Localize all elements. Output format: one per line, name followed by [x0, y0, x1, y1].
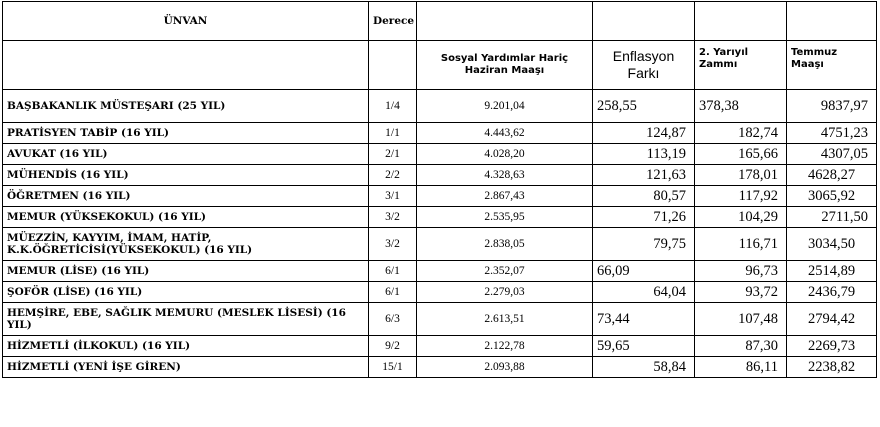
cell-derece: 2/2 [369, 165, 417, 186]
cell-haziran: 2.352,07 [417, 261, 593, 282]
cell-temmuz: 4751,23 [787, 123, 877, 144]
table-row [3, 90, 877, 123]
header-empty-2 [593, 2, 695, 41]
cell-enflasyon: 124,87 [593, 123, 695, 144]
cell-unvan: MÜHENDİS (16 YIL) [3, 165, 369, 186]
cell-zam: 117,92 [695, 186, 787, 207]
table-row [3, 282, 877, 303]
cell-unvan: HİZMETLİ (YENİ İŞE GİREN) [3, 357, 369, 378]
cell-temmuz: 3065,92 [787, 186, 877, 207]
cell-haziran: 2.279,03 [417, 282, 593, 303]
table-row [3, 186, 877, 207]
cell-unvan: AVUKAT (16 YIL) [3, 144, 369, 165]
cell-haziran: 4.028,20 [417, 144, 593, 165]
cell-enflasyon: 80,57 [593, 186, 695, 207]
cell-haziran: 4.443,62 [417, 123, 593, 144]
header-unvan: ÜNVAN [3, 2, 369, 41]
subheader-empty-1 [3, 41, 369, 90]
cell-temmuz: 3034,50 [787, 228, 877, 261]
table-row [3, 303, 877, 336]
cell-unvan: MÜEZZİN, KAYYIM, İMAM, HATİP, K.K.ÖĞRETİCİSİ(YÜKSEKOKUL) (16 YIL) [3, 228, 369, 261]
cell-derece: 3/2 [369, 207, 417, 228]
table-row [3, 357, 877, 378]
cell-haziran: 2.867,43 [417, 186, 593, 207]
cell-unvan: HEMŞİRE, EBE, SAĞLIK MEMURU (MESLEK LİSESİ) (16 YIL) [3, 303, 369, 336]
cell-unvan: PRATİSYEN TABİP (16 YIL) [3, 123, 369, 144]
cell-enflasyon: 58,84 [593, 357, 695, 378]
cell-temmuz: 4628,27 [787, 165, 877, 186]
cell-zam: 182,74 [695, 123, 787, 144]
cell-derece: 3/2 [369, 228, 417, 261]
table-row [3, 144, 877, 165]
cell-temmuz: 2794,42 [787, 303, 877, 336]
cell-zam: 116,71 [695, 228, 787, 261]
table-row [3, 336, 877, 357]
cell-haziran: 2.122,78 [417, 336, 593, 357]
cell-haziran: 2.093,88 [417, 357, 593, 378]
cell-enflasyon: 79,75 [593, 228, 695, 261]
cell-zam: 93,72 [695, 282, 787, 303]
cell-derece: 6/3 [369, 303, 417, 336]
header-zam: 2. Yarıyıl Zammı [695, 41, 787, 90]
cell-unvan: MEMUR (LİSE) (16 YIL) [3, 261, 369, 282]
cell-unvan: HİZMETLİ (İLKOKUL) (16 YIL) [3, 336, 369, 357]
cell-zam: 378,38 [695, 90, 787, 123]
cell-temmuz: 2238,82 [787, 357, 877, 378]
cell-derece: 6/1 [369, 261, 417, 282]
cell-derece: 1/4 [369, 90, 417, 123]
cell-haziran: 9.201,04 [417, 90, 593, 123]
cell-derece: 9/2 [369, 336, 417, 357]
header-haziran: Sosyal Yardımlar Hariç Haziran Maaşı [417, 41, 593, 90]
cell-unvan: ŞOFÖR (LİSE) (16 YIL) [3, 282, 369, 303]
cell-zam: 96,73 [695, 261, 787, 282]
cell-enflasyon: 59,65 [593, 336, 695, 357]
cell-enflasyon: 258,55 [593, 90, 695, 123]
salary-table [2, 1, 877, 378]
cell-temmuz: 2711,50 [787, 207, 877, 228]
cell-haziran: 2.613,51 [417, 303, 593, 336]
cell-zam: 178,01 [695, 165, 787, 186]
header-empty-1 [417, 2, 593, 41]
cell-derece: 1/1 [369, 123, 417, 144]
cell-derece: 15/1 [369, 357, 417, 378]
table-row [3, 207, 877, 228]
cell-temmuz: 2514,89 [787, 261, 877, 282]
cell-enflasyon: 71,26 [593, 207, 695, 228]
header-derece: Derece [369, 2, 417, 41]
cell-temmuz: 2269,73 [787, 336, 877, 357]
cell-haziran: 2.838,05 [417, 228, 593, 261]
cell-temmuz: 2436,79 [787, 282, 877, 303]
cell-temmuz: 9837,97 [787, 90, 877, 123]
table-row [3, 261, 877, 282]
cell-haziran: 2.535,95 [417, 207, 593, 228]
cell-temmuz: 4307,05 [787, 144, 877, 165]
cell-enflasyon: 64,04 [593, 282, 695, 303]
header-enflasyon: Enflasyon Farkı [593, 41, 695, 90]
cell-haziran: 4.328,63 [417, 165, 593, 186]
cell-unvan: ÖĞRETMEN (16 YIL) [3, 186, 369, 207]
table-row [3, 228, 877, 261]
cell-derece: 2/1 [369, 144, 417, 165]
cell-enflasyon: 113,19 [593, 144, 695, 165]
cell-enflasyon: 73,44 [593, 303, 695, 336]
table-row [3, 123, 877, 144]
cell-zam: 104,29 [695, 207, 787, 228]
header-empty-3 [695, 2, 787, 41]
cell-zam: 107,48 [695, 303, 787, 336]
table-row [3, 165, 877, 186]
cell-unvan: BAŞBAKANLIK MÜSTEŞARI (25 YIL) [3, 90, 369, 123]
cell-unvan: MEMUR (YÜKSEKOKUL) (16 YIL) [3, 207, 369, 228]
cell-derece: 6/1 [369, 282, 417, 303]
cell-zam: 86,11 [695, 357, 787, 378]
header-empty-4 [787, 2, 877, 41]
cell-enflasyon: 66,09 [593, 261, 695, 282]
cell-derece: 3/1 [369, 186, 417, 207]
subheader-empty-2 [369, 41, 417, 90]
header-temmuz: Temmuz Maaşı [787, 41, 877, 90]
cell-enflasyon: 121,63 [593, 165, 695, 186]
cell-zam: 87,30 [695, 336, 787, 357]
cell-zam: 165,66 [695, 144, 787, 165]
